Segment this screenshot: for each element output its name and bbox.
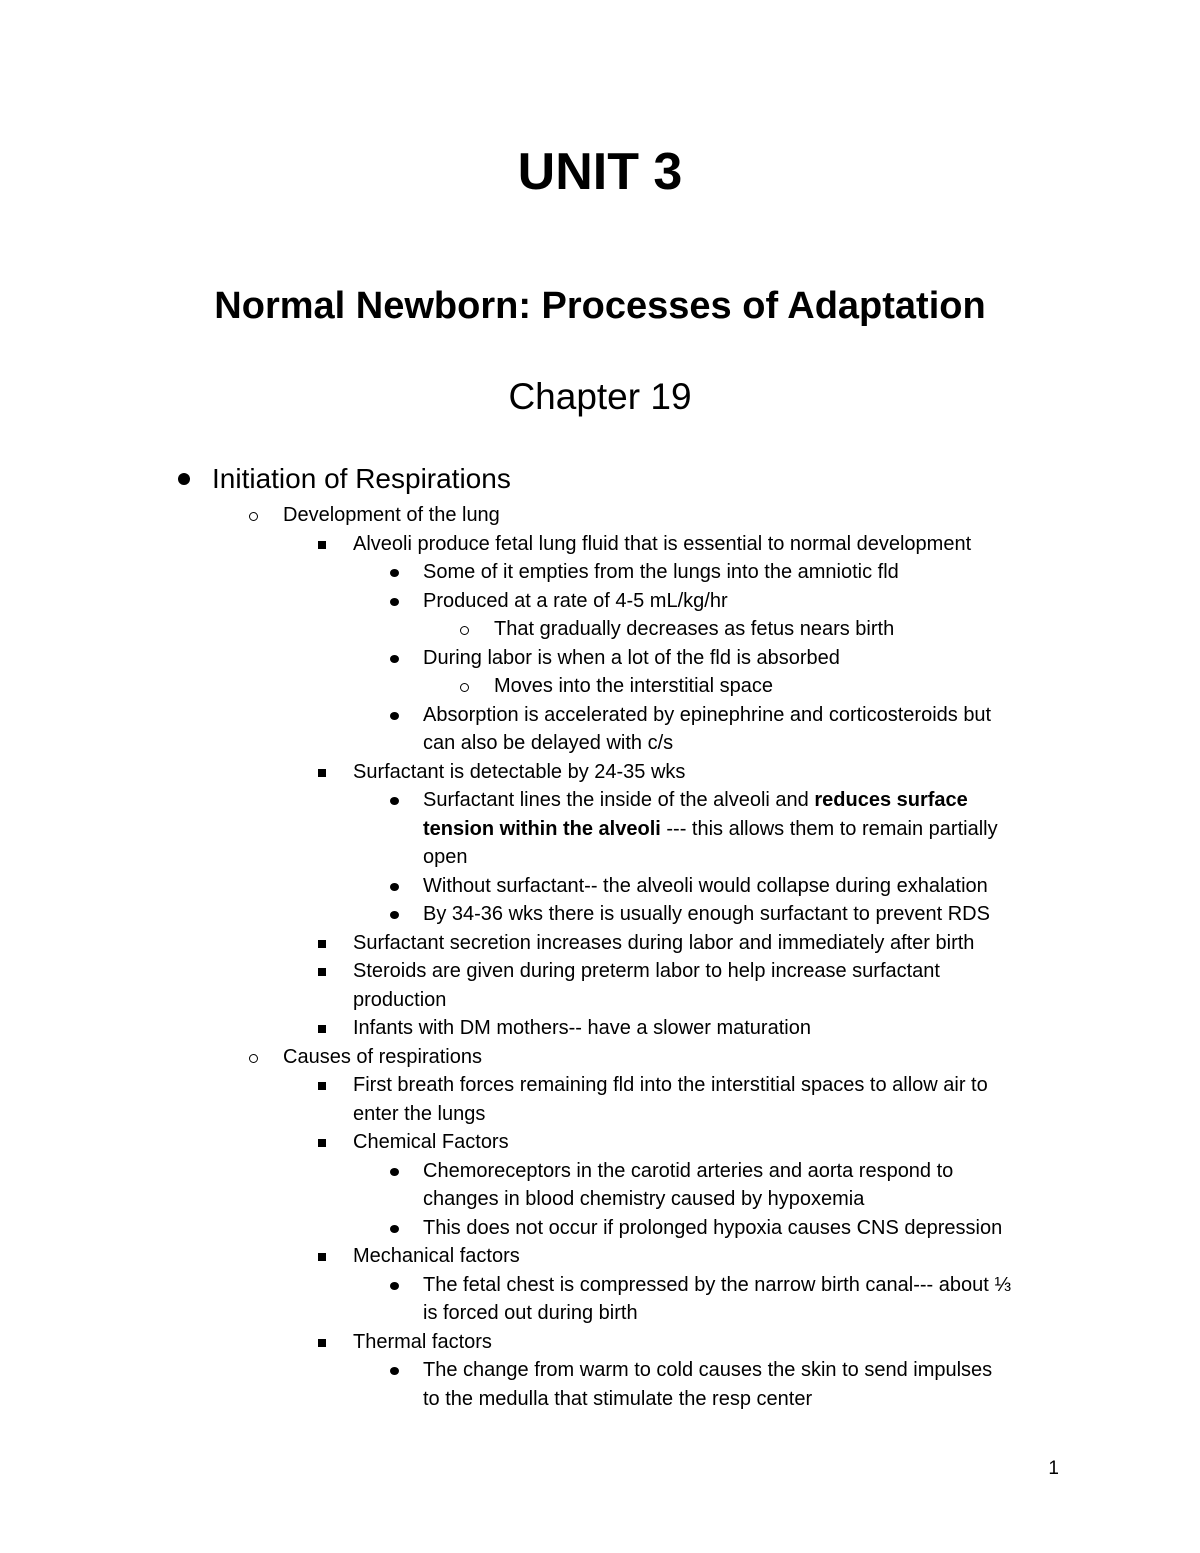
list-item: [0, 1356, 1200, 1385]
list-item: [0, 957, 1200, 986]
list-item: [0, 1271, 1200, 1300]
list-item-text: Causes of respirations: [283, 1045, 482, 1068]
list-item-continuation: [0, 1100, 1200, 1129]
list-item-text: Without surfactant-- the alveoli would collapse during exhalation: [423, 874, 988, 897]
list-item-continuation: [0, 1299, 1200, 1328]
list-item-text: The change from warm to cold causes the skin to send impulses: [423, 1359, 993, 1381]
unit-title: UNIT 3: [517, 143, 683, 201]
filled-bullet-icon: [390, 569, 399, 577]
list-item: [0, 644, 1200, 673]
list-item-text: Infants with DM mothers-- have a slower maturation: [353, 1017, 811, 1039]
list-item-text: Produced at a rate of 4-5 mL/kg/hr: [423, 589, 728, 612]
list-item-continuation: [0, 1385, 1200, 1414]
bold-emphasis: tension within the alveoli: [423, 817, 661, 840]
list-item: [0, 1128, 1200, 1157]
list-item-text: Mechanical factors: [353, 1245, 520, 1267]
filled-bullet-icon: [390, 797, 399, 805]
filled-bullet-icon: [390, 1282, 399, 1290]
square-bullet-icon: [318, 1339, 326, 1347]
list-item-text: Steroids are given during preterm labor to help increase surfactant: [353, 960, 940, 982]
filled-bullet-icon: [390, 712, 399, 720]
square-bullet-icon: [318, 940, 326, 948]
square-bullet-icon: [318, 1253, 326, 1261]
filled-bullet-icon: [390, 883, 399, 891]
list-item-text: can also be delayed with c/s: [423, 732, 674, 754]
list-item-text: Initiation of Respirations: [212, 463, 511, 494]
list-item: [0, 1043, 1200, 1072]
square-bullet-icon: [318, 1025, 326, 1033]
list-item: [0, 558, 1200, 587]
list-item: [0, 1328, 1200, 1357]
square-bullet-icon: [318, 541, 326, 549]
list-item-continuation: [0, 815, 1200, 844]
topic-title: Normal Newborn: Processes of Adaptation: [214, 285, 986, 327]
list-item-text: is forced out during birth: [423, 1302, 638, 1324]
list-item-text: changes in blood chemistry caused by hypoxemia: [423, 1188, 865, 1210]
outline-list: [0, 457, 1200, 1413]
list-item: [0, 1071, 1200, 1100]
list-item-continuation: [0, 843, 1200, 872]
list-item: [0, 1214, 1200, 1243]
list-item: [0, 672, 1200, 701]
list-item-text: production: [353, 988, 447, 1011]
hollow-circle-bullet-icon: [249, 512, 258, 521]
chapter-title: Chapter 19: [508, 376, 692, 417]
list-item-text: Development of the lung: [283, 504, 500, 526]
list-item: [0, 501, 1200, 530]
filled-bullet-icon: [390, 911, 399, 919]
list-item-text: Surfactant secretion increases during labor and immediately after birth: [353, 931, 975, 954]
list-item-text: This does not occur if prolonged hypoxia causes CNS depression: [423, 1216, 1003, 1239]
list-item-continuation: [0, 729, 1200, 758]
list-item-text: Absorption is accelerated by epinephrine and corticosteroids but: [423, 703, 992, 726]
list-item: [0, 786, 1200, 815]
filled-bullet-icon: [390, 598, 399, 606]
square-bullet-icon: [318, 1139, 326, 1147]
list-item-text: Surfactant is detectable by 24-35 wks: [353, 760, 686, 783]
hollow-circle-bullet-icon: [460, 626, 469, 635]
list-item-text: The fetal chest is compressed by the narrow birth canal--- about ⅓: [423, 1273, 1012, 1296]
filled-bullet-icon: [390, 655, 399, 663]
list-item: [0, 530, 1200, 559]
list-item: [0, 1014, 1200, 1043]
list-item: [0, 615, 1200, 644]
filled-bullet-icon: [390, 1168, 399, 1176]
list-item-continuation: [0, 986, 1200, 1015]
list-item-continuation: [0, 1185, 1200, 1214]
list-item-text: During labor is when a lot of the fld is absorbed: [423, 646, 840, 669]
list-item: [0, 872, 1200, 901]
list-item: [0, 1242, 1200, 1271]
list-item-text: Alveoli produce fetal lung fluid that is essential to normal development: [353, 532, 972, 555]
square-bullet-icon: [318, 1082, 326, 1090]
list-item: [0, 587, 1200, 616]
page-number: 1: [1048, 1458, 1059, 1479]
list-item: [0, 929, 1200, 958]
square-bullet-icon: [318, 968, 326, 976]
filled-bullet-icon: [178, 473, 190, 485]
filled-bullet-icon: [390, 1225, 399, 1233]
hollow-circle-bullet-icon: [460, 683, 469, 692]
list-item-text: That gradually decreases as fetus nears birth: [494, 618, 895, 640]
square-bullet-icon: [318, 769, 326, 777]
list-item: [0, 900, 1200, 929]
list-item-heading: [0, 457, 1200, 501]
list-item-text: to the medulla that stimulate the resp center: [423, 1387, 813, 1410]
list-item-text: Chemoreceptors in the carotid arteries and aorta respond to: [423, 1159, 954, 1182]
filled-bullet-icon: [390, 1367, 399, 1375]
list-item-text: By 34-36 wks there is usually enough surfactant to prevent RDS: [423, 903, 990, 925]
list-item-text: Chemical Factors: [353, 1131, 509, 1153]
list-item: [0, 701, 1200, 730]
list-item-text: Thermal factors: [353, 1330, 492, 1353]
list-item-text: Some of it empties from the lungs into the amniotic fld: [423, 561, 899, 583]
list-item-text: Surfactant lines the inside of the alveoli and: [423, 789, 815, 811]
list-item-text: Moves into the interstitial space: [494, 675, 774, 697]
list-item-text: First breath forces remaining fld into the interstitial spaces to allow air to: [353, 1074, 988, 1096]
list-item-text: --- this allows them to remain partially: [660, 817, 998, 840]
list-item: [0, 1157, 1200, 1186]
list-item-text: enter the lungs: [353, 1102, 486, 1125]
list-item: [0, 758, 1200, 787]
bold-emphasis: reduces surface: [814, 789, 968, 811]
list-item-text: open: [423, 846, 468, 868]
hollow-circle-bullet-icon: [249, 1054, 258, 1063]
